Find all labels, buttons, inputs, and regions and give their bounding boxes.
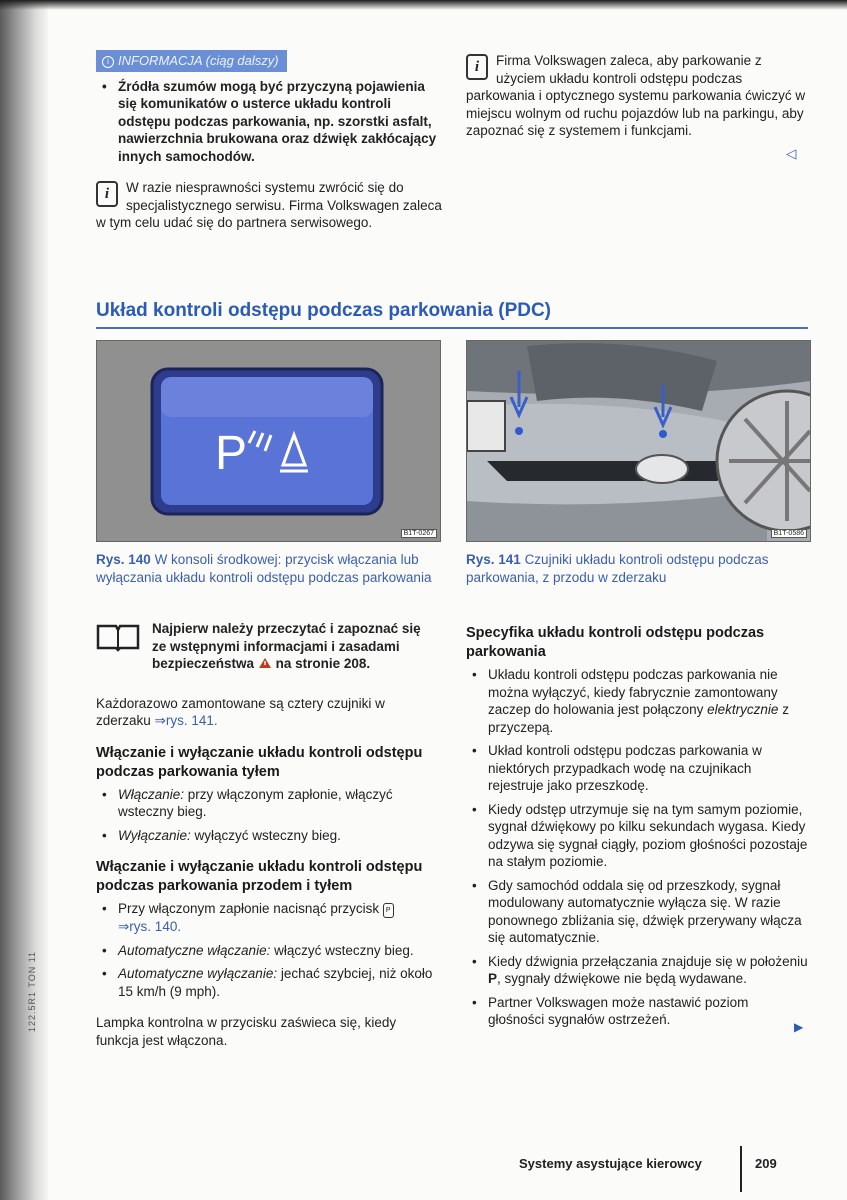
note-practice-text: Firma Volkswagen zaleca, aby parkowanie z użyciem układu kontroli odstępu podczas parkowania i optycznego systemu parkowania ćwiczyć w miejscu wolnym od ruchu pojazdów lub na parkingu, aby zapoznać się z systemem i funkcjami. (466, 53, 806, 138)
figure-140 (96, 340, 441, 542)
open-book-icon (96, 622, 140, 652)
section-title: Układ kontroli odstępu podczas parkowania (PDC) (96, 300, 552, 321)
front-b3 (96, 965, 436, 1000)
specifics-b5-post: , sygnały dźwiękowe nie będą wydawane. (497, 971, 747, 986)
para-sensors (96, 695, 436, 730)
book-spine-shadow (0, 0, 48, 1200)
page-number: 209 (755, 1156, 777, 1171)
fig141-link[interactable]: ⇒rys. 141. (154, 713, 218, 728)
pdc-p-glyph: P (215, 427, 248, 480)
figure-140-caption-text: W konsoli środkowej: przycisk włączania lub wyłączania układu kontroli odstępu podczas parkowania (96, 552, 432, 585)
specifics-b5-pre: Kiedy dźwignia przełączania znajduje się w położeniu (488, 953, 808, 969)
info-header-label: INFORMACJA (ciąg dalszy) (118, 53, 279, 68)
right-body (466, 624, 808, 1035)
figure-140-caption-number: Rys. 140 (96, 552, 151, 567)
front-heading: Włączanie i wyłączanie układu kontroli odstępu podczas parkowania przodem i tyłem (96, 859, 423, 894)
specifics-b5-bold: P (488, 971, 498, 986)
warning-read-text: Najpierw należy przeczytać i zapoznać się ze wstępnymi informacjami i zasadami bezpieczeństwa (152, 621, 421, 671)
specifics-b1-text: Układu kontroli odstępu podczas parkowania nie można wyłączyć, kiedy fabrycznie zamontowany zaczep do holowania jest połączony (488, 667, 778, 717)
next-page-marker: ▶ (794, 1020, 804, 1034)
front-b2 (96, 942, 436, 960)
specifics-b1-italic: elektrycznie (707, 702, 779, 717)
front-b3-text: jechać szybciej, niż około 15 km/h (9 mph). (118, 966, 433, 999)
specifics-b3: • Kiedy odstęp utrzymuje się na tym samym poziomie, sygnał dźwiękowy po kilku sekundach wygasa. Kiedy odzywa się sygnał ciągły, poziom głośności pozostaje na stałym poziomie. (466, 801, 808, 871)
info-note-icon: i (466, 54, 488, 80)
note-repair-text: W razie niesprawności systemu zwrócić się do specjalistycznego serwisu. Firma Volkswagen zaleca w tym celu udać się do partnera serwisowego. (96, 180, 442, 230)
footer-divider (740, 1146, 742, 1192)
specifics-b5 (466, 953, 808, 988)
note-practice (466, 52, 811, 140)
rear-on-label: Włączanie: (118, 786, 185, 802)
note-repair (96, 179, 446, 232)
info-header-bar (96, 50, 287, 72)
rear-off-bullet (96, 827, 436, 845)
front-b1-text: Przy włączonym zapłonie nacisnąć przycisk (118, 901, 380, 916)
rear-off-text: wyłączyć wsteczny bieg. (194, 827, 341, 843)
info-circle-icon: i (102, 56, 114, 68)
left-body (96, 620, 436, 1057)
specifics-b2: • Układ kontroli odstępu podczas parkowania w niektórych przypadkach wodę na czujnikach rejestruje jako przeszkodę. (466, 742, 808, 795)
warning-read-first (96, 620, 436, 673)
fig140-link[interactable]: ⇒rys. 140. (118, 919, 182, 934)
front-b3-label: Automatyczne wyłączanie: (118, 966, 278, 981)
front-b2-label: Automatyczne włączanie: (118, 942, 271, 958)
lamp-paragraph: Lampka kontrolna w przycisku zaświeca się, kiedy funkcja jest włączona. (96, 1015, 397, 1048)
para-sensors-text: Każdorazowo zamontowane są cztery czujniki w zderzaku (96, 695, 385, 728)
rear-off-label: Wyłączanie: (118, 827, 191, 843)
front-b1 (96, 900, 436, 936)
warning-read-page: na stronie 208. (275, 656, 371, 671)
specifics-b1 (466, 666, 808, 736)
figure-141-caption-number: Rys. 141 (466, 552, 521, 567)
figure-141-caption-text: Czujniki układu kontroli odstępu podczas parkowania, z przodu w zderzaku (466, 552, 769, 585)
specifics-b4: • Gdy samochód oddala się od przeszkody, sygnał modulowany automatycznie wyłącza się. W razie ponownego zbliżania się, dźwięk przerywany włącza się automatycznie. (466, 877, 808, 947)
rear-on-bullet (96, 786, 436, 821)
top-edge-shadow (0, 0, 847, 10)
figure-141 (466, 340, 811, 542)
specifics-b1-end: z przyczepą. (488, 702, 789, 735)
bumper-sensors-photo (467, 341, 810, 541)
specifics-heading: Specyfika układu kontroli odstępu podczas parkowania (466, 625, 765, 660)
rear-heading: Włączanie i wyłączanie układu kontroli odstępu podczas parkowania tyłem (96, 744, 423, 780)
specifics-b6: • Partner Volkswagen może nastawić poziom głośności sygnałów ostrzeżeń. (466, 994, 808, 1029)
continue-marker: ◁ (786, 146, 797, 161)
pdc-button-icon: P (383, 903, 394, 918)
footer-chapter-title: Systemy asystujące kierowcy (519, 1156, 702, 1171)
figure-141-code: B1T-0586 (771, 529, 807, 538)
section-rule (96, 327, 808, 329)
pdc-button-illustration (97, 341, 440, 541)
warning-triangle-icon (258, 657, 272, 669)
side-print-code: 122.5R1 TON 11 (27, 950, 37, 1032)
figure-140-caption (96, 551, 441, 586)
front-b2-text: włączyć wsteczny bieg. (274, 942, 414, 958)
info-note-icon: i (96, 181, 118, 207)
figure-140-code: B1T-0267 (401, 529, 437, 538)
rear-on-text: przy włączonym zapłonie, włączyć wsteczny bieg. (118, 786, 393, 819)
info-continued-block (96, 50, 446, 232)
info-bullet: • Źródła szumów mogą być przyczyną pojawienia się komunikatów o usterce układu kontroli odstępu podczas parkowania, np. szorstki asfalt, nawierzchnia brukowana oraz dźwięk zakłócający innych samochodów. (96, 78, 446, 166)
figure-141-caption (466, 551, 811, 586)
